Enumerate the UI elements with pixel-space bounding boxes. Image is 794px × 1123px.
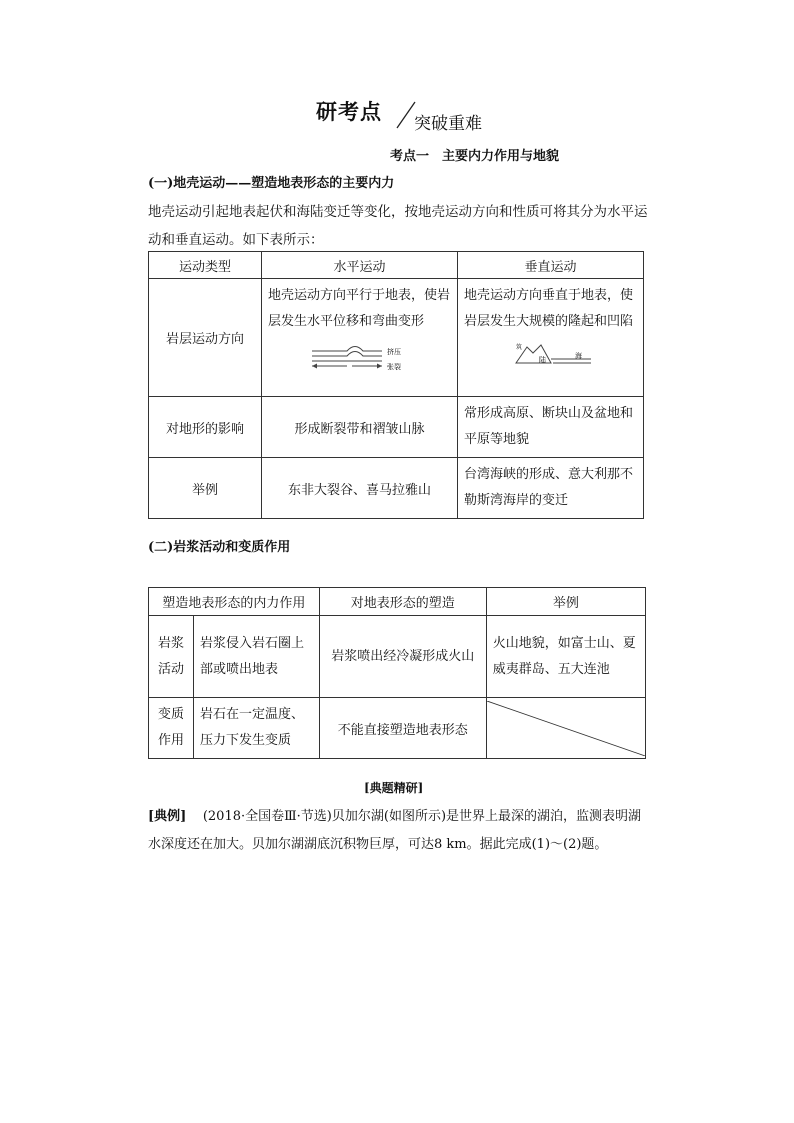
vertical-movement-diagram (513, 339, 603, 369)
table1-cell-vertical: 常形成高原、断块山及盆地和平原等地貌 (458, 397, 644, 458)
table1-header-type: 运动类型 (149, 252, 262, 279)
header-subtitle: 突破重难 (414, 114, 482, 134)
table2-header-shaping: 对地表形态的塑造 (319, 588, 486, 616)
horizontal-direction-text: 地壳运动方向平行于地表，使岩层发生水平位移和弯曲变形 (268, 288, 451, 329)
table1-row-label: 举例 (149, 458, 262, 519)
table1-cell-vertical (458, 279, 644, 397)
table1-header-row (149, 252, 644, 279)
table1-row-label: 岩层运动方向 (149, 279, 262, 397)
table1-cell-horizontal: 东非大裂谷、喜马拉雅山 (262, 458, 458, 519)
table2-header-row (149, 588, 646, 616)
table2-cell-desc: 岩石在一定温度、压力下发生变质 (194, 698, 320, 759)
table2-header-force: 塑造地表形态的内力作用 (149, 588, 320, 616)
horizontal-movement-diagram (307, 339, 457, 373)
table2-row-magma (149, 616, 646, 698)
section-caption: [典题精研] (364, 781, 424, 795)
table1-row-example (149, 458, 644, 519)
section1-heading: (一)地壳运动——塑造地表形态的主要内力 (148, 176, 395, 191)
section-title: 考点一 主要内力作用与地貌 (390, 149, 560, 164)
svg-text:筑: 筑 (516, 344, 523, 351)
example-tag: [典例] (148, 809, 187, 824)
table2-header-example: 举例 (486, 588, 645, 616)
table1-row-label: 对地形的影响 (149, 397, 262, 458)
table2-cell-shape: 不能直接塑造地表形态 (319, 698, 486, 759)
section1-paragraph: 地壳运动引起地表起伏和海陆变迁等变化，按地壳运动方向和性质可将其分为水平运动和垂直运动。如下表所示： (148, 204, 648, 248)
magma-metamorphism-table (148, 587, 646, 759)
land-label: 陆 (539, 356, 546, 364)
table1-row-direction (149, 279, 644, 397)
header-title: 研考点 (316, 100, 382, 124)
table1-cell-vertical: 台湾海峡的形成、意大利那不勒斯湾海岸的变迁 (458, 458, 644, 519)
table2-row-label: 变质作用 (149, 698, 194, 759)
table2-cell-example: 火山地貌，如富士山、夏威夷群岛、五大连池 (486, 616, 645, 698)
example-source: (2018·全国卷Ⅲ·节选) (202, 809, 332, 824)
table1-row-impact (149, 397, 644, 458)
table1-cell-horizontal (262, 279, 458, 397)
crustal-movement-table (148, 251, 644, 519)
table1-header-horizontal: 水平运动 (262, 252, 458, 279)
compression-label: 挤压 (387, 348, 401, 356)
table2-row-label: 岩浆活动 (149, 616, 194, 698)
table2-cell-empty-diagonal (486, 698, 645, 759)
table1-cell-horizontal: 形成断裂带和褶皱山脉 (262, 397, 458, 458)
table2-cell-shape: 岩浆喷出经冷凝形成火山 (319, 616, 486, 698)
example-paragraph (148, 803, 648, 859)
section2-heading: (二)岩浆活动和变质作用 (148, 540, 291, 555)
rifting-label: 张裂 (387, 363, 401, 371)
table2-cell-desc: 岩浆侵入岩石圈上部或喷出地表 (194, 616, 320, 698)
diagonal-line (487, 701, 645, 756)
table2-row-metamorphism (149, 698, 646, 759)
sea-label: 海 (575, 352, 582, 360)
table1-header-vertical: 垂直运动 (458, 252, 644, 279)
example-text: 贝加尔湖(如图所示)是世界上最深的湖泊，监测表明湖水深度还在加大。贝加尔湖湖底沉积物巨厚，可达8 km。据此完成(1)～(2)题。 (148, 809, 642, 852)
vertical-direction-text: 地壳运动方向垂直于地表，使岩层发生大规模的隆起和凹陷 (464, 288, 634, 329)
